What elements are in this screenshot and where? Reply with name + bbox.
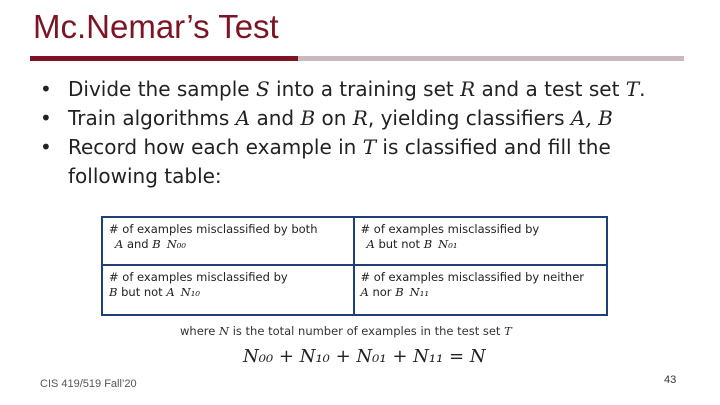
table-cell-b-not-a: # of examples misclassified by B but not A N₁₀	[103, 266, 355, 314]
bullet-dot-icon: •	[40, 106, 52, 130]
table-cell-neither: # of examples misclassified by neither A nor B N₁₁	[360, 270, 585, 299]
table-caption: where N is the total number of examples in the test set T	[180, 324, 512, 338]
footer-course: CIS 419/519 Fall’20	[40, 378, 137, 390]
table-cell-a-not-b: # of examples misclassified by A but not B N₀₁	[355, 218, 607, 266]
bullet-item: • Record how each example in T is classified and fill the following table:	[40, 135, 611, 188]
title-rule-light	[298, 56, 684, 61]
bullet-list	[40, 75, 680, 191]
sum-equation: N₀₀ + N₁₀ + N₀₁ + N₁₁ = N	[243, 346, 486, 367]
bullet-dot-icon: •	[40, 135, 52, 159]
bullet-item: • Divide the sample S into a training set R and a test set T.	[40, 75, 680, 104]
bullet-dot-icon: •	[40, 77, 52, 101]
table-cell-both: # of examples misclassified by both A and B N₀₀	[103, 218, 355, 266]
page-number: 43	[664, 374, 677, 386]
title-rule-dark	[30, 56, 298, 61]
slide-title: Mc.Nemar’s Test	[33, 8, 279, 45]
contingency-table	[101, 216, 608, 316]
bullet-item: • Train algorithms A and B on R, yielding classifiers A, B	[40, 104, 680, 133]
